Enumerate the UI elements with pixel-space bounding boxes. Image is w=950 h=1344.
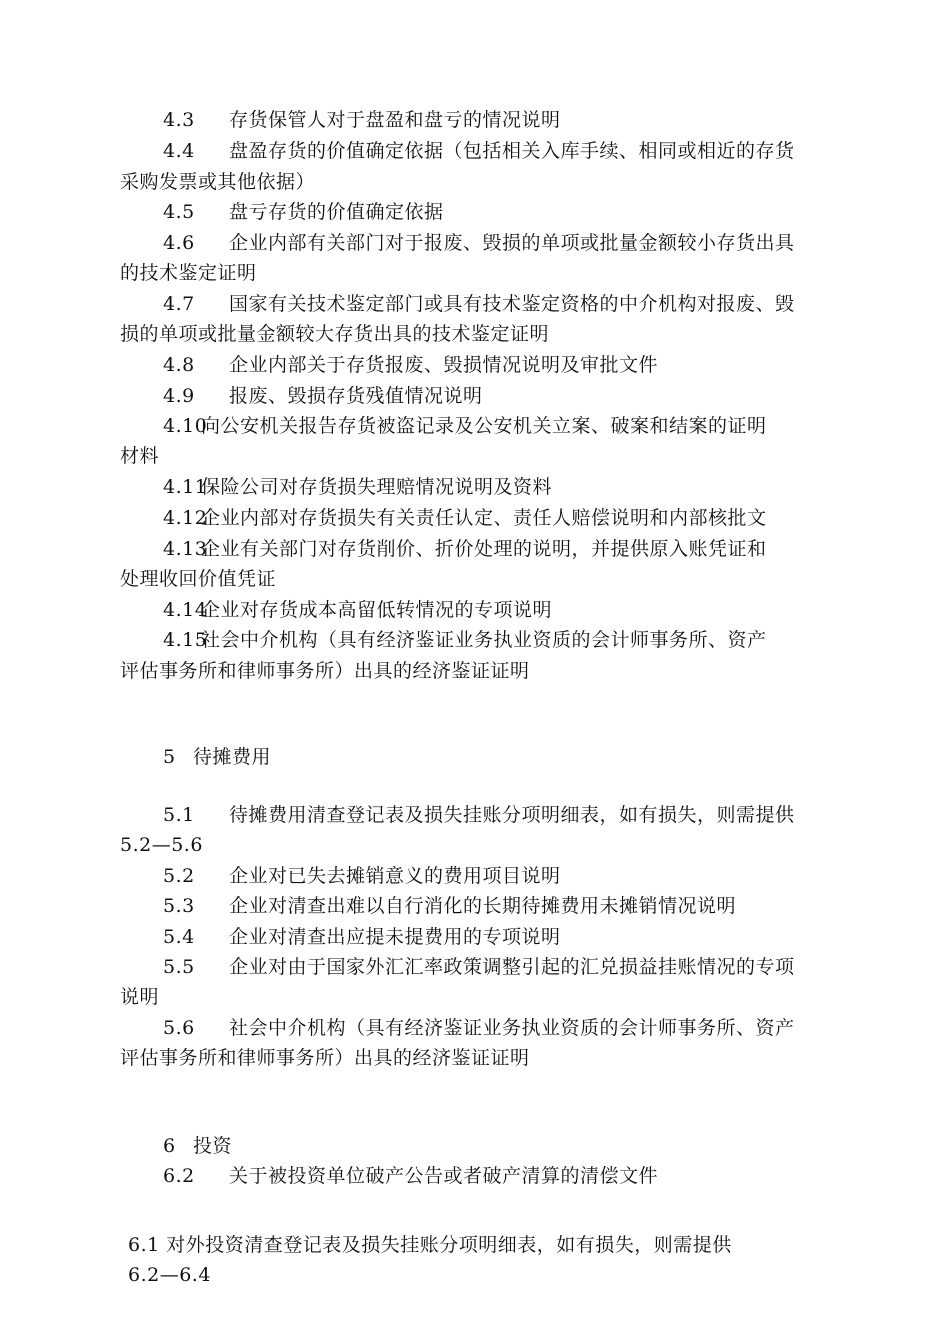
item-text: 社会中介机构（具有经济鉴证业务执业资质的会计师事务所、资产	[229, 1017, 795, 1039]
item-text-continued: 评估事务所和律师事务所）出具的经济鉴证证明	[120, 660, 530, 682]
item-number: 4.3	[163, 109, 195, 131]
item-text-continued: 处理收回价值凭证	[120, 568, 277, 590]
item-number: 4.13	[163, 538, 208, 560]
item-number: 5.2	[163, 865, 195, 887]
item-text: 企业内部关于存货报废、毁损情况说明及审批文件	[229, 354, 659, 376]
item-text: 6.1 对外投资清查登记表及损失挂账分项明细表，如有损失，则需提供	[128, 1234, 732, 1256]
item-number: 4.6	[163, 232, 195, 254]
item-number: 4.15	[163, 629, 208, 651]
item-text-continued: 材料	[120, 445, 160, 467]
item-number: 4.8	[163, 354, 195, 376]
item-number: 4.5	[163, 201, 195, 223]
item-text: 报废、毁损存货残值情况说明	[229, 385, 483, 407]
item-text: 待摊费用清查登记表及损失挂账分项明细表，如有损失，则需提供	[229, 804, 795, 826]
section-heading	[163, 745, 272, 769]
item-text: 企业对清查出难以自行消化的长期待摊费用未摊销情况说明	[229, 895, 737, 917]
item-text-continued: 损的单项或批量金额较大存货出具的技术鉴定证明	[120, 323, 550, 345]
item-text: 企业对由于国家外汇汇率政策调整引起的汇兑损益挂账情况的专项	[229, 956, 795, 978]
item-text: 企业对已失去摊销意义的费用项目说明	[229, 865, 561, 887]
item-number: 4.4	[163, 140, 195, 162]
item-number: 5.3	[163, 895, 195, 917]
item-text: 国家有关技术鉴定部门或具有技术鉴定资格的中介机构对报废、毁	[229, 293, 795, 315]
item-text-continued: 5.2—5.6	[120, 834, 203, 856]
item-text: 向公安机关报告存货被盗记录及公安机关立案、破案和结案的证明	[201, 415, 767, 437]
item-text: 盘盈存货的价值确定依据（包括相关入库手续、相同或相近的存货	[229, 140, 795, 162]
item-number: 4.14	[163, 599, 208, 621]
section-number: 6	[163, 1135, 176, 1157]
item-text: 企业内部有关部门对于报废、毁损的单项或批量金额较小存货出具	[229, 232, 795, 254]
item-text-continued: 说明	[120, 986, 160, 1008]
item-text-continued: 的技术鉴定证明	[120, 262, 257, 284]
section-title: 待摊费用	[193, 746, 272, 768]
item-text-continued: 评估事务所和律师事务所）出具的经济鉴证证明	[120, 1047, 530, 1069]
item-text: 关于被投资单位破产公告或者破产清算的清偿文件	[229, 1165, 659, 1187]
item-text: 企业对清查出应提未提费用的专项说明	[229, 926, 561, 948]
item-number: 6.2	[163, 1165, 195, 1187]
item-text: 盘亏存货的价值确定依据	[229, 201, 444, 223]
item-number: 4.7	[163, 293, 195, 315]
item-text-continued: 6.2—6.4	[128, 1264, 211, 1286]
item-number: 5.1	[163, 804, 195, 826]
section-number: 5	[163, 746, 176, 768]
item-number: 4.11	[163, 476, 208, 498]
item-number: 4.9	[163, 385, 195, 407]
item-number: 4.10	[163, 415, 208, 437]
item-number: 5.6	[163, 1017, 195, 1039]
item-number: 5.5	[163, 956, 195, 978]
item-text: 社会中介机构（具有经济鉴证业务执业资质的会计师事务所、资产	[201, 629, 767, 651]
item-text: 存货保管人对于盘盈和盘亏的情况说明	[229, 109, 561, 131]
item-text: 企业内部对存货损失有关责任认定、责任人赔偿说明和内部核批文	[201, 507, 767, 529]
item-number: 5.4	[163, 926, 195, 948]
item-text: 企业对存货成本高留低转情况的专项说明	[201, 599, 553, 621]
item-text: 企业有关部门对存货削价、折价处理的说明，并提供原入账凭证和	[201, 538, 767, 560]
item-text: 保险公司对存货损失理赔情况说明及资料	[201, 476, 553, 498]
item-text-continued: 采购发票或其他依据）	[120, 171, 316, 193]
section-title: 投资	[193, 1135, 233, 1157]
item-number: 4.12	[163, 507, 208, 529]
section-heading	[163, 1134, 233, 1158]
